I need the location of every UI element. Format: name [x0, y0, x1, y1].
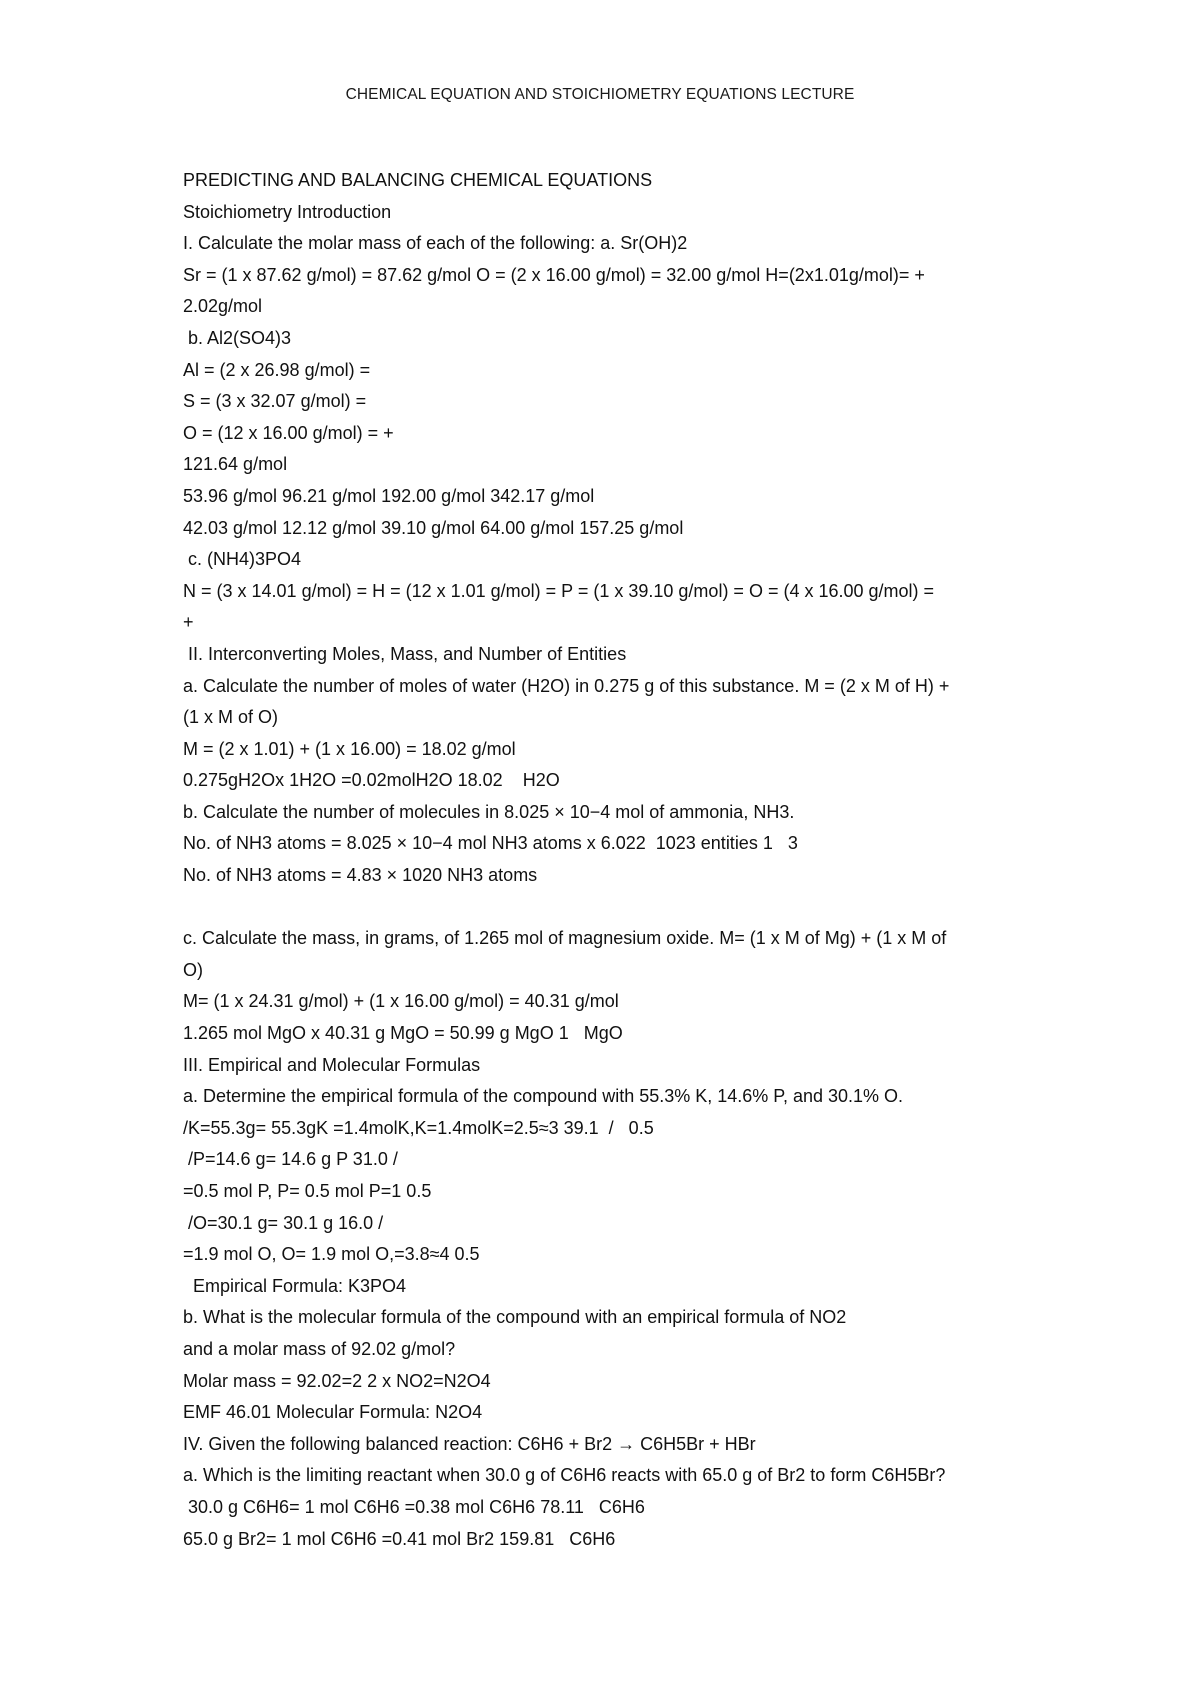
text-line: Molar mass = 92.02=2 2 x NO2=N2O4 — [183, 1370, 491, 1391]
text-line: 65.0 g Br2= 1 mol C6H6 =0.41 mol Br2 159.81 C6H6 — [183, 1528, 616, 1549]
text-line: 2.02g/mol — [183, 296, 263, 317]
text-line: 53.96 g/mol 96.21 g/mol 192.00 g/mol 342.17 g/mol — [183, 485, 595, 506]
text-line: a. Calculate the number of moles of water (H2O) in 0.275 g of this substance. M = (2 x M of H) + — [183, 675, 950, 696]
text-line: No. of NH3 atoms = 4.83 × 1020 NH3 atoms — [183, 865, 538, 886]
text-line: =0.5 mol P, P= 0.5 mol P=1 0.5 — [183, 1181, 432, 1201]
text-line: EMF 46.01 Molecular Formula: N2O4 — [183, 1402, 483, 1423]
text-line: /O=30.1 g= 30.1 g 16.0 / — [183, 1212, 384, 1233]
text-line: No. of NH3 atoms = 8.025 × 10−4 mol NH3 atoms x 6.022 1023 entities 1 3 — [183, 833, 798, 854]
text-line: c. (NH4)3PO4 — [183, 549, 302, 570]
section-heading-ii: II. Interconverting Moles, Mass, and Number of Entities — [183, 643, 627, 664]
text-line: a. Determine the empirical formula of the compound with 55.3% K, 14.6% P, and 30.1% O. — [183, 1086, 904, 1107]
section-heading-iv: IV. Given the following balanced reaction: C6H6 + Br2 → C6H5Br + HBr — [183, 1433, 756, 1454]
text-line: 42.03 g/mol 12.12 g/mol 39.10 g/mol 64.00 g/mol 157.25 g/mol — [183, 517, 684, 538]
text-line: N = (3 x 14.01 g/mol) = H = (12 x 1.01 g/mol) = P = (1 x 39.10 g/mol) = O = (4 x 16.00 g/mol) = — [183, 580, 935, 601]
subheading: Stoichiometry Introduction — [183, 201, 392, 222]
section-heading: PREDICTING AND BALANCING CHEMICAL EQUATIONS — [183, 170, 653, 190]
text-line: Empirical Formula: K3PO4 — [183, 1275, 407, 1296]
text-line: M= (1 x 24.31 g/mol) + (1 x 16.00 g/mol) = 40.31 g/mol — [183, 991, 619, 1012]
page-header: CHEMICAL EQUATION AND STOICHIOMETRY EQUATIONS LECTURE — [345, 86, 855, 103]
document-body — [183, 165, 1063, 1555]
text-line: 121.64 g/mol — [183, 454, 288, 475]
text-line: (1 x M of O) — [183, 707, 279, 728]
text-line: a. Which is the limiting reactant when 30.0 g of C6H6 reacts with 65.0 g of Br2 to form C6H5Br? — [183, 1465, 946, 1486]
question-molar-mass: I. Calculate the molar mass of each of the following: a. Sr(OH)2 — [183, 233, 688, 254]
text-line: /K=55.3g= 55.3gK =1.4molK,K=1.4molK=2.5≈3 39.1 / 0.5 — [183, 1117, 654, 1138]
text-line: =1.9 mol O, O= 1.9 mol O,=3.8≈4 0.5 — [183, 1244, 480, 1265]
text-line: O) — [183, 959, 203, 980]
blank-line — [183, 892, 1063, 924]
text-line: b. Calculate the number of molecules in 8.025 × 10−4 mol of ammonia, NH3. — [183, 801, 795, 822]
section-heading-iii: III. Empirical and Molecular Formulas — [183, 1054, 481, 1075]
text-line: M = (2 x 1.01) + (1 x 16.00) = 18.02 g/mol — [183, 738, 516, 759]
text-line: S = (3 x 32.07 g/mol) = — [183, 391, 367, 412]
text-line: /P=14.6 g= 14.6 g P 31.0 / — [183, 1149, 398, 1170]
text-line: and a molar mass of 92.02 g/mol? — [183, 1338, 456, 1359]
text-line: Al = (2 x 26.98 g/mol) = — [183, 359, 371, 380]
text-line: b. Al2(SO4)3 — [183, 327, 292, 348]
text-line: b. What is the molecular formula of the compound with an empirical formula of NO2 — [183, 1307, 847, 1328]
text-line: Sr = (1 x 87.62 g/mol) = 87.62 g/mol O = (2 x 16.00 g/mol) = 32.00 g/mol H=(2x1.01g/mol)= + — [183, 264, 925, 285]
text-line: 30.0 g C6H6= 1 mol C6H6 =0.38 mol C6H6 78.11 C6H6 — [183, 1496, 645, 1517]
text-line: c. Calculate the mass, in grams, of 1.265 mol of magnesium oxide. M= (1 x M of Mg) + (1 x M of — [183, 928, 947, 949]
text-line: 0.275gH2Ox 1H2O =0.02molH2O 18.02 H2O — [183, 770, 560, 791]
text-line: O = (12 x 16.00 g/mol) = + — [183, 422, 394, 443]
text-line: + — [183, 612, 194, 633]
text-line: 1.265 mol MgO x 40.31 g MgO = 50.99 g MgO 1 MgO — [183, 1023, 623, 1044]
